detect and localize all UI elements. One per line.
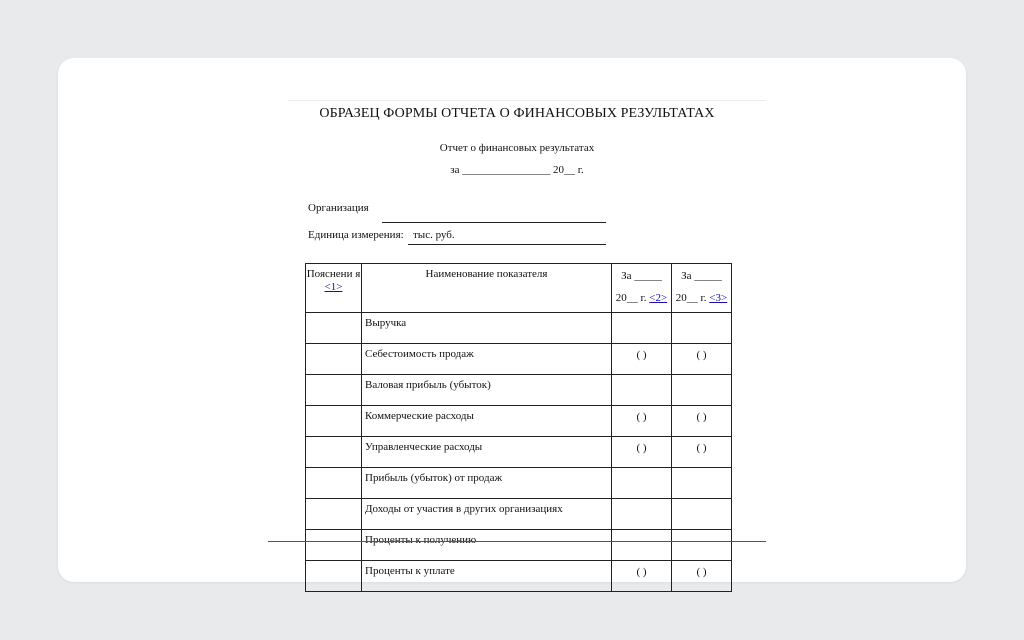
explanation-cell bbox=[306, 499, 362, 530]
period-2-cell: ( ) bbox=[672, 437, 732, 468]
indicator-name-cell: Проценты к уплате bbox=[362, 561, 612, 592]
period-year-blank: 20__ bbox=[552, 164, 575, 176]
indicator-name-cell: Управленческие расходы bbox=[362, 437, 612, 468]
period-1-cell bbox=[612, 313, 672, 344]
explanation-cell bbox=[306, 313, 362, 344]
period-2-cell: ( ) bbox=[672, 561, 732, 592]
period-1-cell bbox=[612, 468, 672, 499]
table-row bbox=[306, 499, 732, 530]
period-2-cell: ( ) bbox=[672, 344, 732, 375]
explanation-cell bbox=[306, 406, 362, 437]
period-1-cell bbox=[612, 375, 672, 406]
header-period-2-year: 20__ г. bbox=[675, 292, 707, 304]
table-row bbox=[306, 468, 732, 499]
report-period bbox=[268, 164, 766, 176]
unit-label: Единица измерения: bbox=[308, 229, 404, 241]
footnote-link-1[interactable]: <1> bbox=[324, 281, 343, 293]
period-prefix: за bbox=[450, 164, 460, 176]
header-period-1 bbox=[612, 264, 672, 313]
document-title: ОБРАЗЕЦ ФОРМЫ ОТЧЕТА О ФИНАНСОВЫХ РЕЗУЛЬТАТАХ bbox=[319, 106, 715, 121]
period-blank: ________________ bbox=[462, 164, 551, 176]
period-1-cell: ( ) bbox=[612, 561, 672, 592]
top-divider bbox=[288, 100, 766, 101]
indicator-name-cell: Проценты к получению bbox=[362, 530, 612, 561]
header-period-2-line1: За _____ bbox=[681, 270, 722, 282]
unit-field-line bbox=[408, 244, 606, 245]
table-row bbox=[306, 313, 732, 344]
table-row bbox=[306, 344, 732, 375]
table-row bbox=[306, 375, 732, 406]
table-row bbox=[306, 437, 732, 468]
document-card bbox=[58, 58, 966, 582]
document-page bbox=[268, 100, 766, 578]
indicator-name-cell: Доходы от участия в других организациях bbox=[362, 499, 612, 530]
period-2-cell bbox=[672, 468, 732, 499]
explanation-cell bbox=[306, 437, 362, 468]
indicator-name-cell: Валовая прибыль (убыток) bbox=[362, 375, 612, 406]
period-1-cell: ( ) bbox=[612, 437, 672, 468]
period-2-cell: ( ) bbox=[672, 406, 732, 437]
header-period-2 bbox=[672, 264, 732, 313]
indicator-name-cell: Выручка bbox=[362, 313, 612, 344]
indicator-name-cell: Прибыль (убыток) от продаж bbox=[362, 468, 612, 499]
period-2-cell bbox=[672, 375, 732, 406]
indicator-name-cell: Коммерческие расходы bbox=[362, 406, 612, 437]
footnote-link-2[interactable]: <2> bbox=[649, 292, 668, 304]
indicator-name-cell: Себестоимость продаж bbox=[362, 344, 612, 375]
financial-results-table bbox=[305, 263, 732, 592]
period-1-cell bbox=[612, 499, 672, 530]
period-1-cell: ( ) bbox=[612, 406, 672, 437]
header-period-1-line2 bbox=[612, 287, 671, 309]
organization-field-line bbox=[382, 222, 606, 223]
explanation-cell bbox=[306, 344, 362, 375]
table-row bbox=[306, 530, 732, 561]
period-2-cell bbox=[672, 530, 732, 561]
period-1-cell: ( ) bbox=[612, 344, 672, 375]
table-header-row bbox=[306, 264, 732, 313]
header-period-2-line2 bbox=[672, 287, 731, 309]
table-row bbox=[306, 561, 732, 592]
bottom-divider bbox=[268, 541, 766, 542]
footnote-link-3[interactable]: <3> bbox=[709, 292, 728, 304]
explanation-cell bbox=[306, 561, 362, 592]
explanation-cell bbox=[306, 468, 362, 499]
header-period-1-line1: За _____ bbox=[621, 270, 662, 282]
table-row bbox=[306, 406, 732, 437]
organization-label: Организация bbox=[308, 202, 369, 214]
period-2-cell bbox=[672, 499, 732, 530]
period-1-cell bbox=[612, 530, 672, 561]
explanation-cell bbox=[306, 375, 362, 406]
report-subtitle: Отчет о финансовых результатах bbox=[439, 142, 595, 154]
explanation-cell bbox=[306, 530, 362, 561]
header-explanations bbox=[306, 264, 362, 313]
period-suffix: г. bbox=[577, 164, 584, 176]
unit-value: тыс. руб. bbox=[413, 229, 455, 241]
header-period-1-year: 20__ г. bbox=[615, 292, 647, 304]
header-explanations-label: Пояснени я bbox=[306, 268, 361, 280]
period-2-cell bbox=[672, 313, 732, 344]
header-indicator-name: Наименование показателя bbox=[362, 264, 612, 313]
